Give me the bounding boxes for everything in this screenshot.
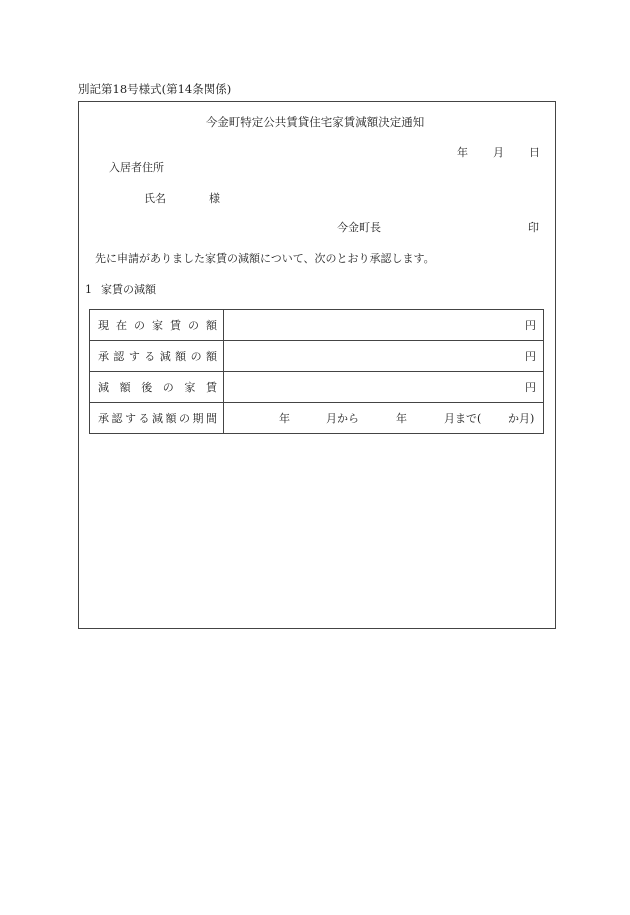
period-end-year: 年	[396, 412, 407, 425]
table-row	[90, 403, 544, 434]
rent-reduction-table	[89, 309, 544, 434]
row-label-approved-reduction: 承認する減額の額	[90, 341, 224, 372]
notice-body-text: 先に申請がありました家賃の減額について、次のとおり承認します。	[95, 252, 435, 265]
row-value-approved-reduction: 円	[224, 341, 544, 372]
issuer-mayor: 今金町長	[337, 221, 381, 234]
row-label-current-rent: 現在の家賃の額	[90, 310, 224, 341]
date-day: 日	[529, 146, 540, 159]
seal-mark: 印	[528, 221, 539, 234]
period-end-month: 月まで(	[444, 412, 482, 425]
honorific-sama: 様	[209, 192, 220, 205]
period-start-year: 年	[279, 412, 290, 425]
date-month: 月	[493, 146, 504, 159]
table-row	[90, 310, 544, 341]
date-year: 年	[457, 146, 468, 159]
period-months: か月)	[508, 412, 535, 425]
section-number: 1	[85, 283, 92, 296]
section-title: 家賃の減額	[101, 283, 156, 296]
row-label-reduction-period: 承認する減額の期間	[90, 403, 224, 434]
table-row	[90, 341, 544, 372]
form-number-header: 別記第18号様式(第14条関係)	[78, 82, 232, 96]
row-value-current-rent: 円	[224, 310, 544, 341]
resident-name-label: 氏名	[144, 192, 166, 205]
table-row	[90, 372, 544, 403]
row-value-reduction-period	[224, 403, 544, 434]
period-start-month: 月から	[326, 412, 359, 425]
row-value-rent-after-reduction: 円	[224, 372, 544, 403]
row-label-rent-after-reduction: 減額後の家賃	[90, 372, 224, 403]
document-title: 今金町特定公共賃貸住宅家賃減額決定通知	[205, 115, 425, 129]
section-heading	[85, 284, 156, 295]
resident-address-label: 入居者住所	[109, 161, 164, 174]
